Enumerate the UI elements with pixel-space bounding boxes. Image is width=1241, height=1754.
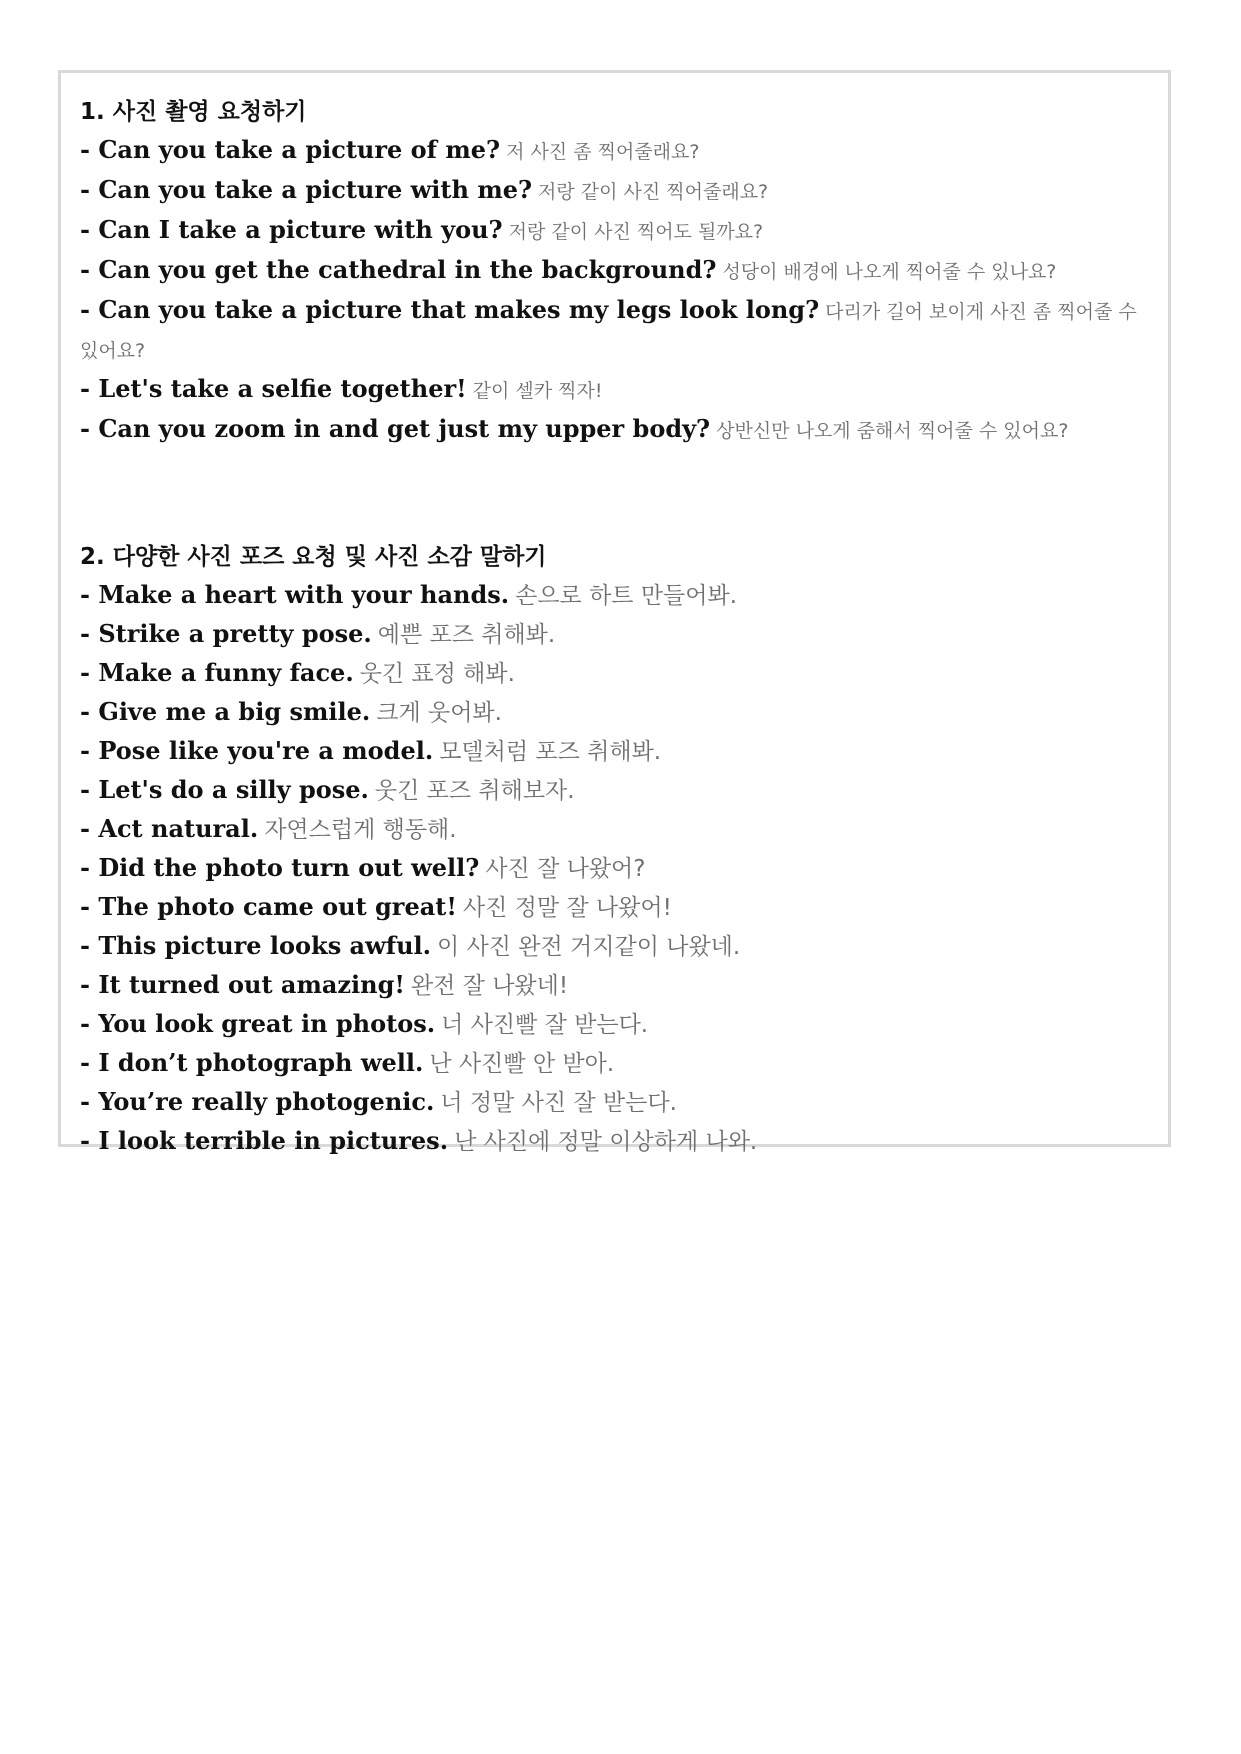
phrase-item xyxy=(80,576,1150,615)
english-phrase: - Can you take a picture that makes my legs look long? xyxy=(80,295,820,324)
phrase-item xyxy=(80,370,1150,410)
english-phrase: - Can you take a picture of me? xyxy=(80,135,501,164)
phrase-item xyxy=(80,771,1150,810)
korean-translation: 난 사진에 정말 이상하게 나와. xyxy=(454,1129,758,1155)
phrase-item xyxy=(80,927,1150,966)
english-phrase: - Act natural. xyxy=(80,814,259,843)
phrase-card xyxy=(58,70,1171,1155)
english-phrase: - Strike a pretty pose. xyxy=(80,619,372,648)
phrase-item xyxy=(80,1083,1150,1122)
korean-translation: 사진 정말 잘 나왔어! xyxy=(462,895,672,921)
section-photo-requests xyxy=(80,93,1150,450)
english-phrase: - Make a heart with your hands. xyxy=(80,580,510,609)
korean-translation: 너 사진빨 잘 받는다. xyxy=(441,1012,649,1038)
english-phrase: - You look great in photos. xyxy=(80,1009,436,1038)
english-phrase: - Make a funny face. xyxy=(80,658,354,687)
english-phrase: - Can I take a picture with you? xyxy=(80,215,503,244)
korean-translation: 같이 셀카 찍자! xyxy=(472,380,603,402)
korean-translation: 사진 잘 나왔어? xyxy=(485,856,646,882)
phrase-item xyxy=(80,966,1150,1005)
korean-translation: 자연스럽게 행동해. xyxy=(264,817,457,843)
phrase-item xyxy=(80,171,1150,211)
korean-translation: 예쁜 포즈 취해봐. xyxy=(377,622,556,648)
phrase-item xyxy=(80,1005,1150,1044)
phrase-list xyxy=(80,576,1150,1161)
korean-translation: 저 사진 좀 찍어줄래요? xyxy=(506,141,700,163)
korean-translation: 상반신만 나오게 줌해서 찍어줄 수 있어요? xyxy=(716,420,1069,442)
phrase-item xyxy=(80,211,1150,251)
english-phrase: - Can you get the cathedral in the background? xyxy=(80,255,717,284)
english-phrase: - Can you zoom in and get just my upper body? xyxy=(80,414,711,443)
phrase-item xyxy=(80,888,1150,927)
phrase-item xyxy=(80,615,1150,654)
english-phrase: - Did the photo turn out well? xyxy=(80,853,480,882)
english-phrase: - Let's do a silly pose. xyxy=(80,775,369,804)
korean-translation: 모델처럼 포즈 취해봐. xyxy=(439,739,662,765)
english-phrase: - Let's take a selfie together! xyxy=(80,374,467,403)
section-poses-and-reactions xyxy=(80,538,1150,1161)
english-phrase: - Give me a big smile. xyxy=(80,697,371,726)
phrase-list xyxy=(80,131,1150,450)
korean-translation: 완전 잘 나왔네! xyxy=(410,973,569,999)
english-phrase: - You’re really photogenic. xyxy=(80,1087,435,1116)
korean-translation: 저랑 같이 사진 찍어도 될까요? xyxy=(508,221,764,243)
korean-translation: 웃긴 포즈 취해보자. xyxy=(374,778,575,804)
english-phrase: - Pose like you're a model. xyxy=(80,736,434,765)
phrase-item xyxy=(80,732,1150,771)
phrase-item xyxy=(80,410,1150,450)
phrase-item xyxy=(80,251,1150,291)
english-phrase: - I don’t photograph well. xyxy=(80,1048,424,1077)
phrase-item xyxy=(80,131,1150,171)
english-phrase: - I look terrible in pictures. xyxy=(80,1126,449,1155)
phrase-item xyxy=(80,1044,1150,1083)
korean-translation: 저랑 같이 사진 찍어줄래요? xyxy=(538,181,769,203)
phrase-item xyxy=(80,849,1150,888)
korean-translation: 웃긴 표정 해봐. xyxy=(359,661,515,687)
english-phrase: - The photo came out great! xyxy=(80,892,457,921)
english-phrase: - It turned out amazing! xyxy=(80,970,405,999)
korean-translation: 크게 웃어봐. xyxy=(376,700,502,726)
korean-translation: 너 정말 사진 잘 받는다. xyxy=(440,1090,677,1116)
english-phrase: - This picture looks awful. xyxy=(80,931,432,960)
phrase-item xyxy=(80,291,1150,370)
phrase-item xyxy=(80,693,1150,732)
phrase-item xyxy=(80,1122,1150,1161)
english-phrase: - Can you take a picture with me? xyxy=(80,175,533,204)
korean-translation: 손으로 하트 만들어봐. xyxy=(515,583,738,609)
section-heading: 2. 다양한 사진 포즈 요청 및 사진 소감 말하기 xyxy=(80,544,547,570)
phrase-item xyxy=(80,654,1150,693)
section-heading: 1. 사진 촬영 요청하기 xyxy=(80,99,307,125)
korean-translation: 성당이 배경에 나오게 찍어줄 수 있나요? xyxy=(722,261,1057,283)
phrase-item xyxy=(80,810,1150,849)
korean-translation: 이 사진 완전 거지같이 나왔네. xyxy=(437,934,741,960)
korean-translation: 다리가 길어 보이게 사진 좀 찍어줄 수 있어요? xyxy=(80,301,1137,362)
section-gap xyxy=(80,450,1150,538)
korean-translation: 난 사진빨 안 받아. xyxy=(429,1051,615,1077)
